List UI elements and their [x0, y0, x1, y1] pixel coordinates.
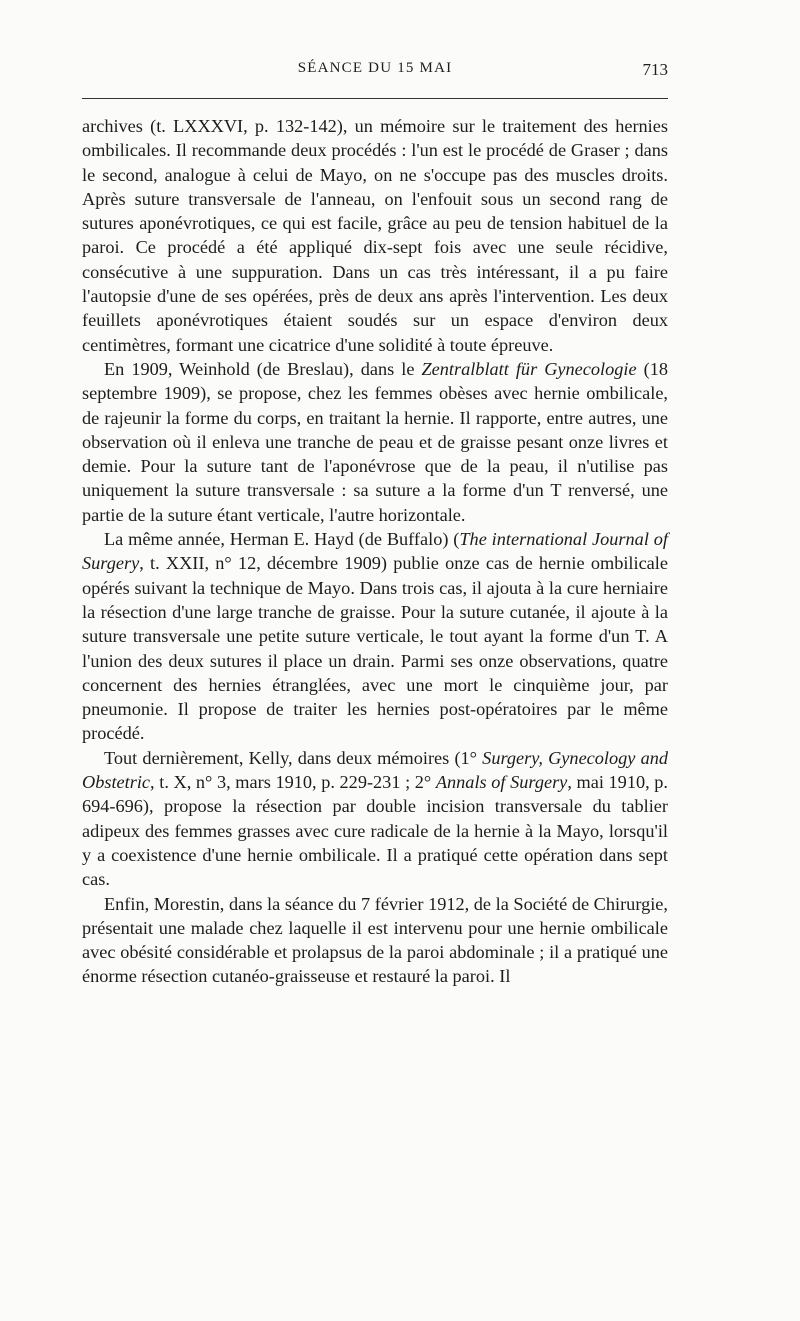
paragraph-text: (18 septembre 1909), se propose, chez les femmes obèses avec hernie ombilicale, de rajeunir la forme du corps, en traitant la hernie. Il rapporte, entre autres, une observation où il enleva une tranche de peau et de graisse pesant onze livres et demie. Pour la suture tant de l'aponévrose que de la peau, il n'utilise pas uniquement la suture transversale : sa suture a la forme d'un T renversé, une partie de la suture étant verticale, l'autre horizontale. [82, 358, 668, 525]
header-rule [82, 98, 668, 99]
paragraph [82, 357, 668, 527]
journal-title: Zentralblatt für Gynecologie [421, 358, 637, 379]
running-title: SÉANCE DU 15 MAI [297, 60, 453, 76]
journal-title: The international Journal of Surgery [82, 529, 668, 574]
journal-title: Surgery, Gynecology and Obstetric [82, 747, 669, 793]
paragraph-text: La même année, Herman E. Hayd (de Buffalo) ( [104, 529, 460, 550]
paragraph [82, 527, 668, 746]
paragraph-text: En 1909, Weinhold (de Breslau), dans le [104, 358, 422, 379]
body-text [82, 114, 668, 989]
page-header [82, 60, 668, 86]
paragraph-text: Enfin, Morestin, dans la séance du 7 février 1912, de la Société de Chirurgie, présentait une malade chez laquelle il est intervenu pour une hernie ombilicale avec obésité considérable et prolapsus de la paroi abdominale ; il a pratiqué une énorme résection cutanéo-graisseuse et restauré la paroi. Il [82, 893, 668, 987]
paragraph [82, 746, 668, 892]
paragraph [82, 114, 668, 357]
paragraph [82, 892, 668, 989]
paragraph-text: , t. XXII, n° 12, décembre 1909) publie onze cas de hernie ombilicale opérés suivant la technique de Mayo. Dans trois cas, il ajouta à la cure herniaire la résection d'une large tranche de graisse. Pour la suture cutanée, il ajoute à la suture transversale une petite suture verticale, le tout ayant la forme d'un T. A l'union des deux sutures il place un drain. Parmi ses onze observations, quatre concernent des hernies étranglées, avec une mort le cinquième jour, par pneumonie. Il propose de traiter les hernies post-opératoires par le même procédé. [82, 553, 668, 744]
journal-title: Annals of Surgery [435, 772, 568, 793]
paragraph-text: archives (t. LXXXVI, p. 132-142), un mémoire sur le traitement des hernies ombilicales. Il recommande deux procédés : l'un est le procédé de Graser ; dans le second, analogue à celui de Mayo, on ne s'occupe pas des muscles droits. Après suture transversale de l'anneau, on l'enfouit sous un second rang de sutures aponévrotiques, ce qui est facile, grâce au peu de tension habituel de la paroi. Ce procédé a été appliqué dix-sept fois avec une seule récidive, consécutive à une suppuration. Dans un cas très intéressant, il a pu faire l'autopsie d'une de ses opérées, près de deux ans après l'intervention. Les deux feuillets aponévrotiques étaient soudés sur un espace d'environ deux centimètres, formant une cicatrice d'une solidité à toute épreuve. [82, 116, 668, 355]
page-number: 713 [642, 60, 668, 79]
paragraph-text: Tout dernièrement, Kelly, dans deux mémoires (1° [104, 747, 483, 768]
paragraph-text: , t. X, n° 3, mars 1910, p. 229-231 ; 2° [150, 772, 436, 793]
paragraph-text: , mai 1910, p. 694-696), propose la résection par double incision transversale du tablier adipeux des femmes grasses avec cure radicale de la hernie à la Mayo, lorsqu'il y a coexistence d'une hernie ombilicale. Il a pratiqué cette opération dans sept cas. [82, 772, 668, 890]
